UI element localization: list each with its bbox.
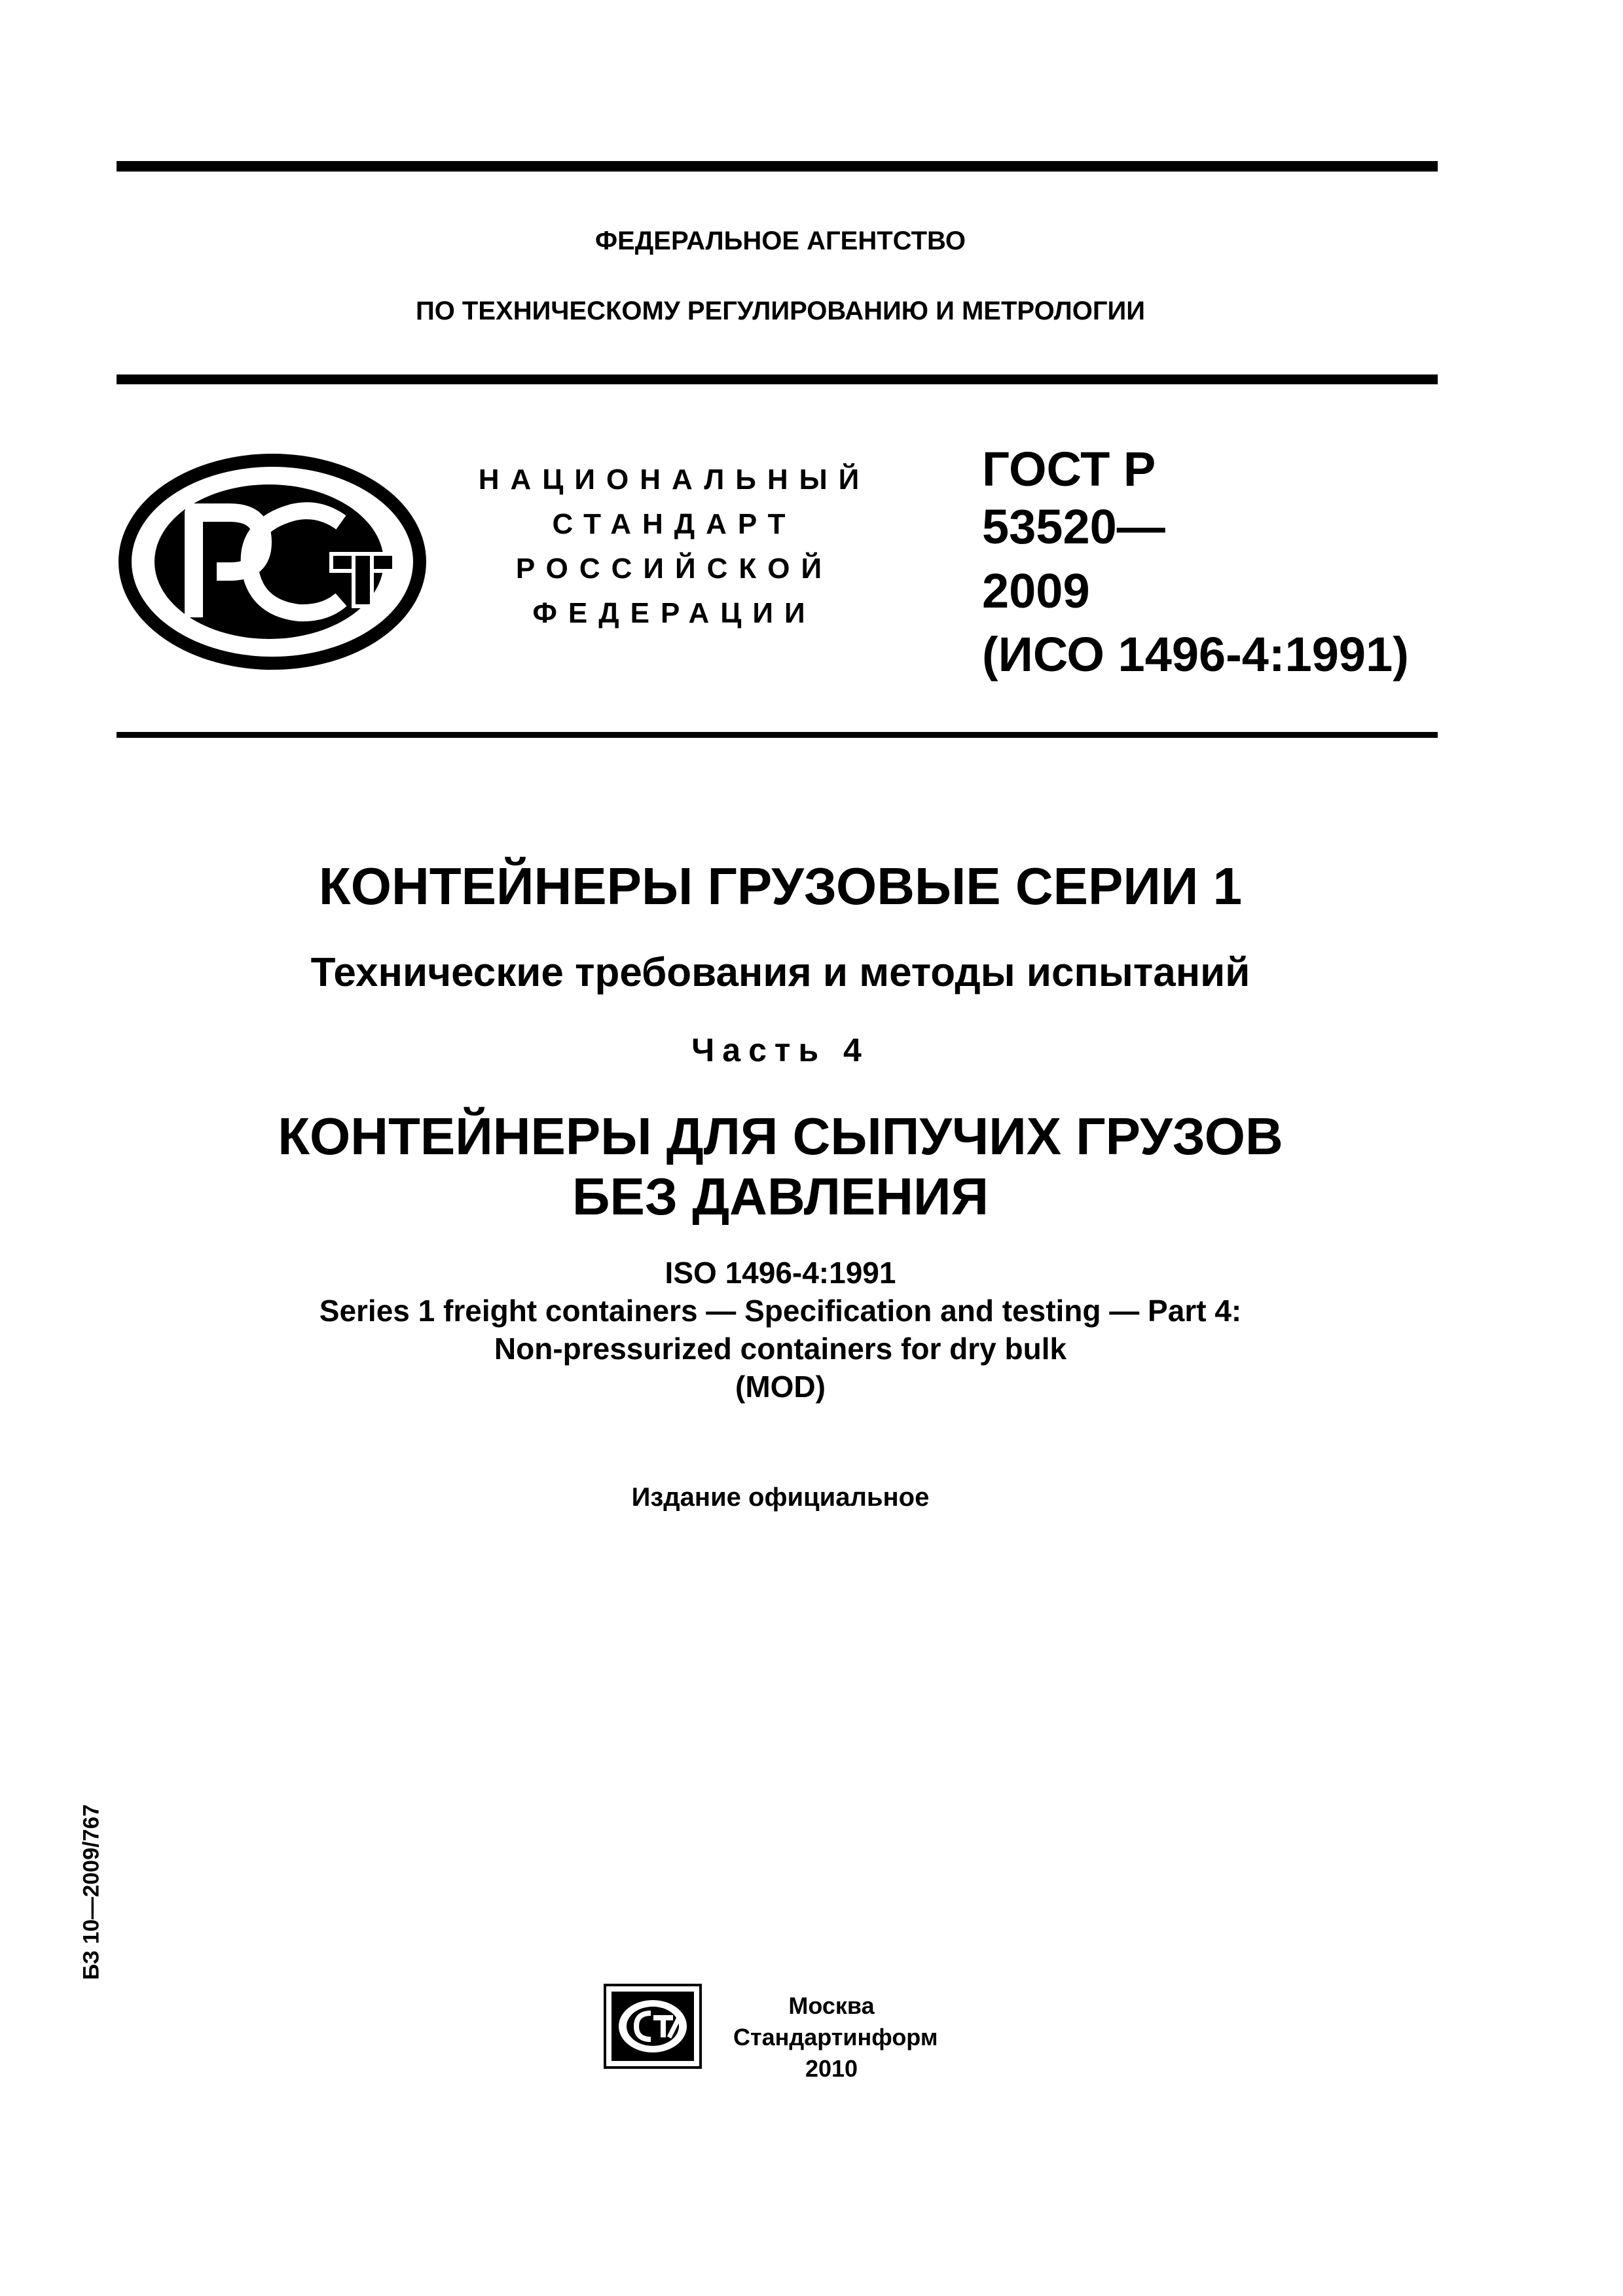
publisher-name: Стандартинформ <box>733 2024 938 2050</box>
header-rule <box>117 374 1438 384</box>
document-subtitle: Технические требования и методы испытаний <box>310 950 1250 995</box>
part-number: Часть 4 <box>691 1032 869 1068</box>
agency-line-1: ФЕДЕРАЛЬНОЕ АГЕНТСТВО <box>594 227 966 255</box>
national-standard-line-4: ФЕДЕРАЦИИ <box>532 597 816 629</box>
publisher-logo <box>604 1984 702 2069</box>
top-rule <box>117 161 1438 172</box>
rst-logo <box>115 450 429 673</box>
gost-designation-line-4: (ИСО 1496-4:1991) <box>982 627 1409 682</box>
edition-label: Издание официальное <box>631 1483 930 1512</box>
gost-designation-line-1: ГОСТ Р <box>982 442 1156 496</box>
agency-line-2: ПО ТЕХНИЧЕСКОМУ РЕГУЛИРОВАНИЮ И МЕТРОЛОГИИ <box>415 297 1146 325</box>
national-standard-line-3: РОССИЙСКОЙ <box>515 553 833 585</box>
publisher-city: Москва <box>788 1992 875 2019</box>
part-title-line-1: КОНТЕЙНЕРЫ ДЛЯ СЫПУЧИХ ГРУЗОВ <box>278 1107 1283 1165</box>
side-code: БЗ 10—2009/767 <box>79 1804 104 1980</box>
national-standard-line-2: СТАНДАРТ <box>552 508 797 540</box>
iso-number: ISO 1496-4:1991 <box>665 1256 896 1290</box>
iso-title-line-2: Non-pressurized containers for dry bulk <box>494 1332 1067 1366</box>
gost-designation-line-2: 53520— <box>982 500 1165 554</box>
part-title-line-2: БЕЗ ДАВЛЕНИЯ <box>572 1167 989 1226</box>
title-rule <box>117 732 1438 738</box>
national-standard-line-1: НАЦИОНАЛЬНЫЙ <box>478 464 871 496</box>
document-title: КОНТЕЙНЕРЫ ГРУЗОВЫЕ СЕРИИ 1 <box>318 857 1243 915</box>
publisher-year: 2010 <box>805 2055 858 2082</box>
gost-designation-line-3: 2009 <box>982 564 1090 618</box>
iso-modification: (MOD) <box>735 1370 826 1404</box>
iso-title-line-1: Series 1 freight containers — Specification and testing — Part 4: <box>319 1294 1242 1328</box>
